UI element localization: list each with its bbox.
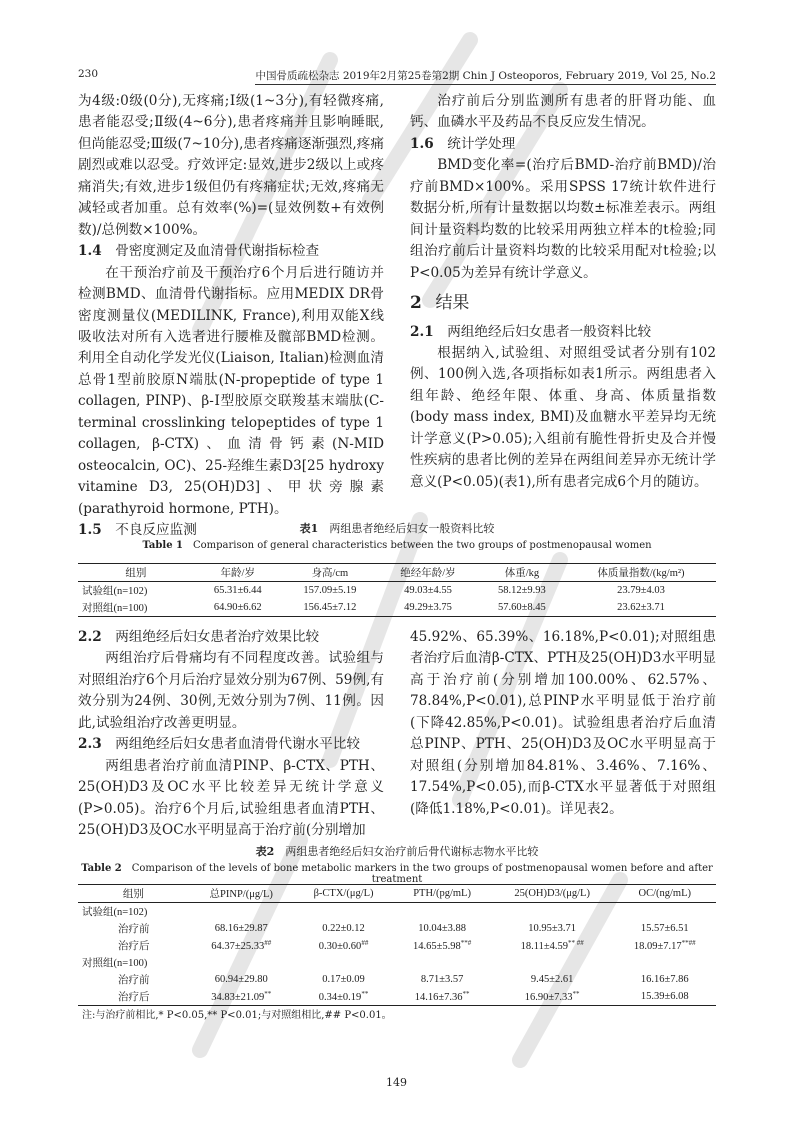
table-cell: 64.90±6.62 <box>213 602 262 613</box>
table-row <box>78 988 716 1006</box>
paragraph: 45.92%、65.39%、16.18%,P<0.01);对照组患者治疗后血清β-CTX、PTH及25(OH)D3水平明显高于治疗前(分别增加100.00%、62.57%、78.84%,P<0.01),总PINP水平明显低于治疗前(下降42.85%,P<0.01)。试验组患者治疗后血清总PINP、PTH、25(OH)D3及OC水平明显高于对照组(分别增加84.81%、3.46%、7.16%、17.54%,P<0.05),而β-CTX水平显著低于对照组(降低1.18%,P<0.01)。详见表2。 <box>410 629 716 817</box>
empty-cell <box>294 954 394 971</box>
significance-mark: ## <box>264 939 272 947</box>
section-title: 两组绝经后妇女患者治疗效果比较 <box>115 629 320 645</box>
table-cell: 49.03±4.55 <box>404 585 452 596</box>
table-cell <box>491 920 614 937</box>
cell-value: 0.34±0.19 <box>318 992 362 1003</box>
folio-number: 149 <box>386 1076 407 1089</box>
table-cell <box>189 920 294 937</box>
section-number: 2.2 <box>78 629 102 645</box>
significance-mark: ** <box>361 990 369 998</box>
empty-cell <box>614 903 716 921</box>
section-number: 2.1 <box>410 323 434 340</box>
table-cell <box>393 920 490 937</box>
cell-value: 14.16±7.36 <box>414 992 463 1003</box>
table-cell <box>491 988 614 1006</box>
cell-value: 16.16±7.86 <box>640 974 689 985</box>
section-title: 两组绝经后妇女患者血清骨代谢水平比较 <box>115 736 360 753</box>
table-cell <box>491 971 614 988</box>
table-cell <box>294 937 394 954</box>
empty-cell <box>393 954 490 971</box>
table-cell: 58.12±9.93 <box>498 585 546 596</box>
column-header: 体质量指数/(kg/m²) <box>597 568 685 579</box>
cell-value: 9.45±2.61 <box>530 974 574 985</box>
significance-mark: ** <box>462 990 470 998</box>
group-row <box>78 954 716 971</box>
table-cell <box>294 988 394 1006</box>
row-label: 治疗前 <box>118 975 150 986</box>
table-cell <box>294 971 394 988</box>
section-number: 1.5 <box>78 522 102 539</box>
empty-cell <box>491 954 614 971</box>
section-title: 骨密度测定及血清骨代谢指标检查 <box>115 243 320 260</box>
section-title: 统计学处理 <box>447 135 516 152</box>
section-heading <box>410 322 716 343</box>
empty-cell <box>189 903 294 921</box>
table-cell: 试验组(n=102) <box>82 586 148 597</box>
running-header <box>78 68 716 84</box>
section-number: 2 <box>410 293 422 314</box>
table-cell: 对照组(n=100) <box>82 603 148 614</box>
empty-cell <box>189 954 294 971</box>
cell-value: 60.94±29.80 <box>214 974 268 985</box>
significance-mark: ## <box>361 939 369 947</box>
caption-number: Table 2 <box>81 863 122 874</box>
table-cell: 57.60±8.45 <box>498 602 546 613</box>
table2-caption-en <box>78 863 716 885</box>
paragraph: 根据纳入,试验组、对照组受试者分别有102例、100例入选,各项指标如表1所示。两组患者入组年龄、绝经年限、体重、身高、体质量指数(body mass index, BMI)及血糖水平差异均无统计学意义(P>0.05);入组前有脆性骨折史及合并慢性疾病的患者比例的差异在两组间差异亦无统计学意义(P<0.05)(表1),所有患者完成6个月的随访。 <box>410 344 716 490</box>
table-cell: 65.31±6.44 <box>213 585 262 596</box>
right-column-mid <box>410 627 716 820</box>
cell-value: 10.95±3.71 <box>528 923 577 934</box>
table-header-row <box>78 564 716 582</box>
caption-text: Comparison of the levels of bone metabolic markers in the two groups of postmenopausal women before and after treatment <box>131 863 713 885</box>
table-cell <box>614 920 716 937</box>
empty-cell <box>491 903 614 921</box>
row-label: 治疗前 <box>118 924 150 935</box>
table1 <box>78 563 716 617</box>
significance-mark: **## <box>681 939 696 947</box>
group-label: 试验组(n=102) <box>82 907 148 918</box>
cell-value: 34.83±21.09 <box>211 992 265 1003</box>
journal-citation: 中国骨质疏松杂志 2019年2月第25卷第2期 Chin J Osteoporos, February 2019, Vol 25, No.2 <box>255 68 716 85</box>
significance-mark: ** <box>264 990 272 998</box>
paragraph: 为4级:0级(0分),无疼痛;Ⅰ级(1~3分),有轻微疼痛,患者能忍受;Ⅱ级(4~6分),患者疼痛并且影响睡眠,但尚能忍受;Ⅲ级(7~10分),患者疼痛逐渐强烈,疼痛剧烈或难以忍受。疗效评定:显效,进步2级以上或疼痛消失;有效,进步1级但仍有疼痛症状;无效,疼痛无减轻或者加重。总有效率(%)=(显效例数+有效例数)/总例数×100%。 <box>78 93 384 238</box>
table-cell: 23.79±4.03 <box>617 585 665 596</box>
table-row <box>78 937 716 954</box>
significance-mark: ** <box>572 990 580 998</box>
table-row <box>78 920 716 937</box>
table-row <box>78 582 716 600</box>
table-cell: 23.62±3.71 <box>617 602 665 613</box>
cell-value: 14.65±5.98 <box>412 941 461 952</box>
caption-text: Comparison of general characteristics between the two groups of postmenopausal women <box>193 540 652 551</box>
table-cell <box>393 971 490 988</box>
section-heading <box>410 134 716 155</box>
table-cell <box>393 988 490 1006</box>
caption-text: 两组患者绝经后妇女治疗前后骨代谢标志物水平比较 <box>285 845 539 858</box>
empty-cell <box>393 903 490 921</box>
table-cell <box>491 937 614 954</box>
cell-value: 8.71±3.57 <box>420 974 464 985</box>
caption-number: Table 1 <box>142 540 183 551</box>
column-header: 25(OH)D3/(μg/L) <box>514 888 590 899</box>
left-column-top <box>78 91 384 542</box>
section-title: 两组绝经后妇女患者一般资料比较 <box>447 323 652 340</box>
table-cell <box>189 971 294 988</box>
cell-value: 0.30±0.60 <box>318 941 362 952</box>
significance-mark: ** ## <box>567 939 584 947</box>
row-label: 治疗后 <box>118 941 150 952</box>
section-title: 结果 <box>435 293 470 314</box>
paragraph: 两组患者治疗前血清PINP、β-CTX、PTH、25(OH)D3及OC水平比较差异无统计学意义(P>0.05)。治疗6个月后,试验组患者血清PTH、25(OH)D3及OC水平明显高于治疗前(分别增加 <box>78 757 384 839</box>
cell-value: 0.17±0.09 <box>322 974 365 985</box>
table2-caption <box>78 843 716 859</box>
cell-value: 18.09±7.17 <box>633 941 682 952</box>
column-header: 身高/cm <box>311 568 349 579</box>
cell-value: 0.22±0.12 <box>322 923 365 934</box>
cell-value: 16.90±7.33 <box>524 992 573 1003</box>
paragraph: 在干预治疗前及干预治疗6个月后进行随访并检测BMD、血清骨代谢指标。应用MEDIX DR骨密度测量仪(MEDILINK, France),利用双能X线吸收法对所有入选者进行腰椎及髋部BMD检测。利用全自动化学发光仪(Liaison, Italian)检测血清总骨1型前胶原N端肽(N-propeptide of type 1 collagen, PINP)、β-Ⅰ型胶原交联羧基末端肽(C-terminal crosslinking telopeptides of type 1 collagen, β-CTX)、血清骨钙素(N-MID osteocalcin, OC)、25-羟维生素D3[25 hydroxy vitamine D3, 25(OH)D3]、甲状旁腺素(parathyroid hormone, PTH)。 <box>78 264 384 517</box>
empty-cell <box>614 954 716 971</box>
table2 <box>78 884 716 1006</box>
section-heading <box>78 241 384 262</box>
table-cell <box>614 937 716 954</box>
table-cell <box>189 988 294 1006</box>
section-heading <box>78 627 384 648</box>
table-row <box>78 599 716 617</box>
row-label: 治疗后 <box>118 992 150 1003</box>
column-header: 绝经年龄/岁 <box>400 568 456 579</box>
cell-value: 18.11±4.59 <box>520 941 568 952</box>
table2-note: 注:与治疗前相比,* P<0.05,** P<0.01;与对照组相比,## P<0.01。 <box>82 1010 392 1021</box>
column-header: 体重/kg <box>504 568 540 579</box>
table-cell <box>614 988 716 1006</box>
column-header: PTH/(pg/mL) <box>413 888 471 899</box>
caption-text: 两组患者绝经后妇女一般资料比较 <box>329 522 495 535</box>
table-cell <box>294 920 394 937</box>
section-number: 1.4 <box>78 243 102 260</box>
table1-caption-en <box>78 540 716 551</box>
paragraph: 两组治疗后骨痛均有不同程度改善。试验组与对照组治疗6个月后治疗显效分别为67例、59例,有效分别为24例、30例,无效分别为7例、11例。因此,试验组治疗改善更明显。 <box>78 650 384 731</box>
paragraph: BMD变化率=(治疗后BMD-治疗前BMD)/治疗前BMD×100%。采用SPSS 17统计软件进行数据分析,所有计量数据以均数±标准差表示。两组间计量资料均数的比较采用两独立样本的t检验;同组治疗前后计量资料均数的比较采用配对t检验;以P<0.05为差异有统计学意义。 <box>410 157 716 281</box>
column-header: 年龄/岁 <box>220 568 255 579</box>
table-cell <box>393 937 490 954</box>
cell-value: 15.57±6.51 <box>640 923 689 934</box>
page-number: 230 <box>78 68 99 80</box>
table-row <box>78 971 716 988</box>
column-header: 组别 <box>122 889 144 900</box>
group-label: 对照组(n=100) <box>82 958 148 969</box>
table-cell: 156.45±7.12 <box>303 602 357 613</box>
column-header: 总PINP/(μg/L) <box>209 889 273 900</box>
section-heading <box>78 734 384 755</box>
section-heading <box>410 293 716 314</box>
table-cell <box>189 937 294 954</box>
table1-caption <box>78 520 716 539</box>
column-header: β-CTX/(μg/L) <box>313 888 374 899</box>
cell-value: 64.37±25.33 <box>211 941 265 952</box>
cell-value: 10.04±3.88 <box>418 923 466 934</box>
section-number: 2.3 <box>78 736 102 753</box>
table-cell: 157.09±5.19 <box>303 585 357 596</box>
cell-value: 15.39±6.08 <box>640 991 689 1002</box>
column-header: 组别 <box>125 568 147 579</box>
table-cell <box>614 971 716 988</box>
paragraph: 治疗前后分别监测所有患者的肝肾功能、血钙、血磷水平及药品不良反应发生情况。 <box>410 93 716 131</box>
section-number: 1.6 <box>410 135 434 152</box>
caption-number: 表2 <box>255 845 275 858</box>
right-column-top <box>410 91 716 493</box>
table-cell: 49.29±3.75 <box>404 602 452 613</box>
left-column-mid <box>78 627 384 842</box>
empty-cell <box>294 903 394 921</box>
caption-number: 表1 <box>299 522 319 535</box>
significance-mark: **# <box>460 939 472 947</box>
group-row <box>78 903 716 921</box>
cell-value: 68.16±29.87 <box>214 923 268 934</box>
section-title: 不良反应监测 <box>115 522 197 539</box>
table-header-row <box>78 885 716 903</box>
column-header: OC/(ng/mL) <box>638 888 692 899</box>
